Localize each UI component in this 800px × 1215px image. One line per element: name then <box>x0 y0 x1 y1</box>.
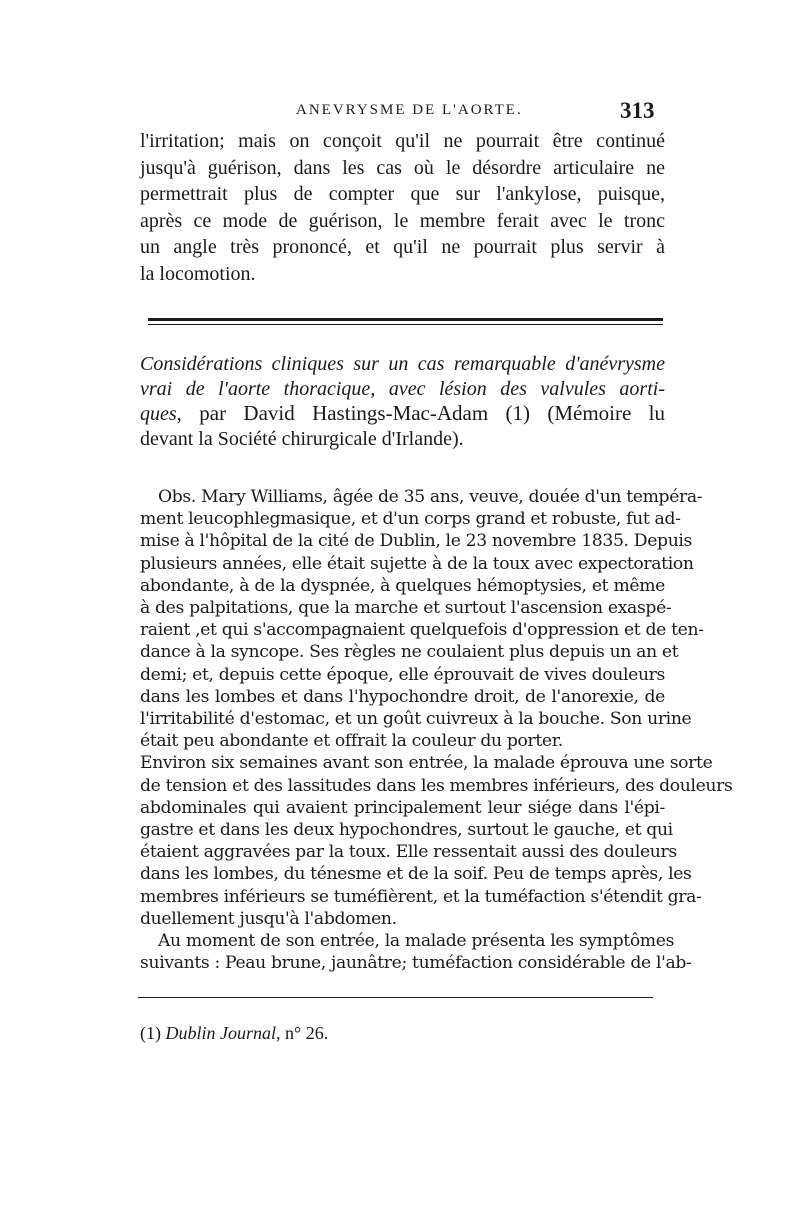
text-line: ment leucophlegmasique, et d'un corps grand et robuste, fut ad- <box>140 509 681 530</box>
text-line: après ce mode de guérison, le membre ferait avec le tronc <box>140 209 665 232</box>
text-line: l'irritation; mais on conçoit qu'il ne pourrait être continué <box>140 130 665 152</box>
text-line: duellement jusqu'à l'abdomen. <box>140 908 397 929</box>
heading-author-fragment: , par David Hastings-Mac-Adam (1) (Mémoire lu <box>176 401 665 425</box>
text-line: abdominales qui avaient principalement leur siége dans l'épi- <box>140 797 665 818</box>
page-number: 313 <box>620 98 655 123</box>
section-divider <box>148 318 663 321</box>
text-line: dans les lombes, du ténesme et de la soif. Peu de temps après, les <box>140 864 692 885</box>
text-line: demi; et, depuis cette époque, elle éprouvait de vives douleurs <box>140 664 665 685</box>
running-head <box>0 98 800 128</box>
heading-line: vrai de l'aorte thoracique, avec lésion des valvules aorti- <box>140 377 665 400</box>
continued-paragraph <box>140 128 665 287</box>
heading-italic-fragment: ques <box>140 403 177 425</box>
text-line: à des palpitations, que la marche et surtout l'ascension exaspé- <box>140 598 672 619</box>
text-line: l'irritabilité d'estomac, et un goût cuivreux à la bouche. Son urine <box>140 709 692 730</box>
text-line: suivants : Peau brune, jaunâtre; tuméfaction considérable de l'ab- <box>140 953 692 974</box>
heading-line: devant la Société chirurgicale d'Irlande). <box>140 427 464 450</box>
running-title: ANEVRYSME DE L'AORTE. <box>296 102 523 118</box>
text-line: dance à la syncope. Ses règles ne coulaient plus depuis un an et <box>140 642 679 663</box>
footnote <box>140 1023 328 1044</box>
text-line: Environ six semaines avant son entrée, la malade éprouva une sorte <box>140 753 713 774</box>
footnote-divider <box>138 997 653 998</box>
text-line: la locomotion. <box>140 262 256 285</box>
text-line: de tension et des lassitudes dans les membres inférieurs, des douleurs <box>140 775 733 796</box>
text-line: dans les lombes et dans l'hypochondre droit, de l'anorexie, de <box>140 686 665 707</box>
text-line: raient ,et qui s'accompagnaient quelquefois d'oppression et de ten- <box>140 620 704 641</box>
article-heading <box>140 352 665 451</box>
footnote-source: Dublin Journal <box>165 1023 276 1043</box>
text-line: jusqu'à guérison, dans les cas où le désordre articulaire ne <box>140 156 665 179</box>
text-line: mise à l'hôpital de la cité de Dublin, le 23 novembre 1835. Depuis <box>140 531 693 552</box>
text-line: abondante, à de la dyspnée, à quelques hémoptysies, et même <box>140 575 665 596</box>
text-line: gastre et dans les deux hypochondres, surtout le gauche, et qui <box>140 820 673 841</box>
observation-body <box>140 486 733 974</box>
section-divider-thin <box>148 324 663 325</box>
heading-line <box>140 401 665 427</box>
footnote-marker: (1) <box>140 1023 166 1043</box>
text-line: Obs. Mary Williams, âgée de 35 ans, veuve, douée d'un tempéra- <box>158 487 703 507</box>
footnote-issue: , n° 26. <box>276 1023 329 1043</box>
text-line: était peu abondante et offrait la couleur du porter. <box>140 731 563 752</box>
text-line: Au moment de son entrée, la malade présenta les symptômes <box>158 931 675 952</box>
text-line: un angle très prononcé, et qu'il ne pourrait plus servir à <box>140 236 665 258</box>
text-line: plusieurs années, elle était sujette à de la toux avec expectoration <box>140 553 694 574</box>
text-line: étaient aggravées par la toux. Elle ressentait aussi des douleurs <box>140 842 677 863</box>
heading-line: Considérations cliniques sur un cas remarquable d'anévrysme <box>140 353 665 375</box>
text-line: permettrait plus de compter que sur l'ankylose, puisque, <box>140 183 665 205</box>
text-line: membres inférieurs se tuméfièrent, et la tuméfaction s'étendit gra- <box>140 886 702 907</box>
